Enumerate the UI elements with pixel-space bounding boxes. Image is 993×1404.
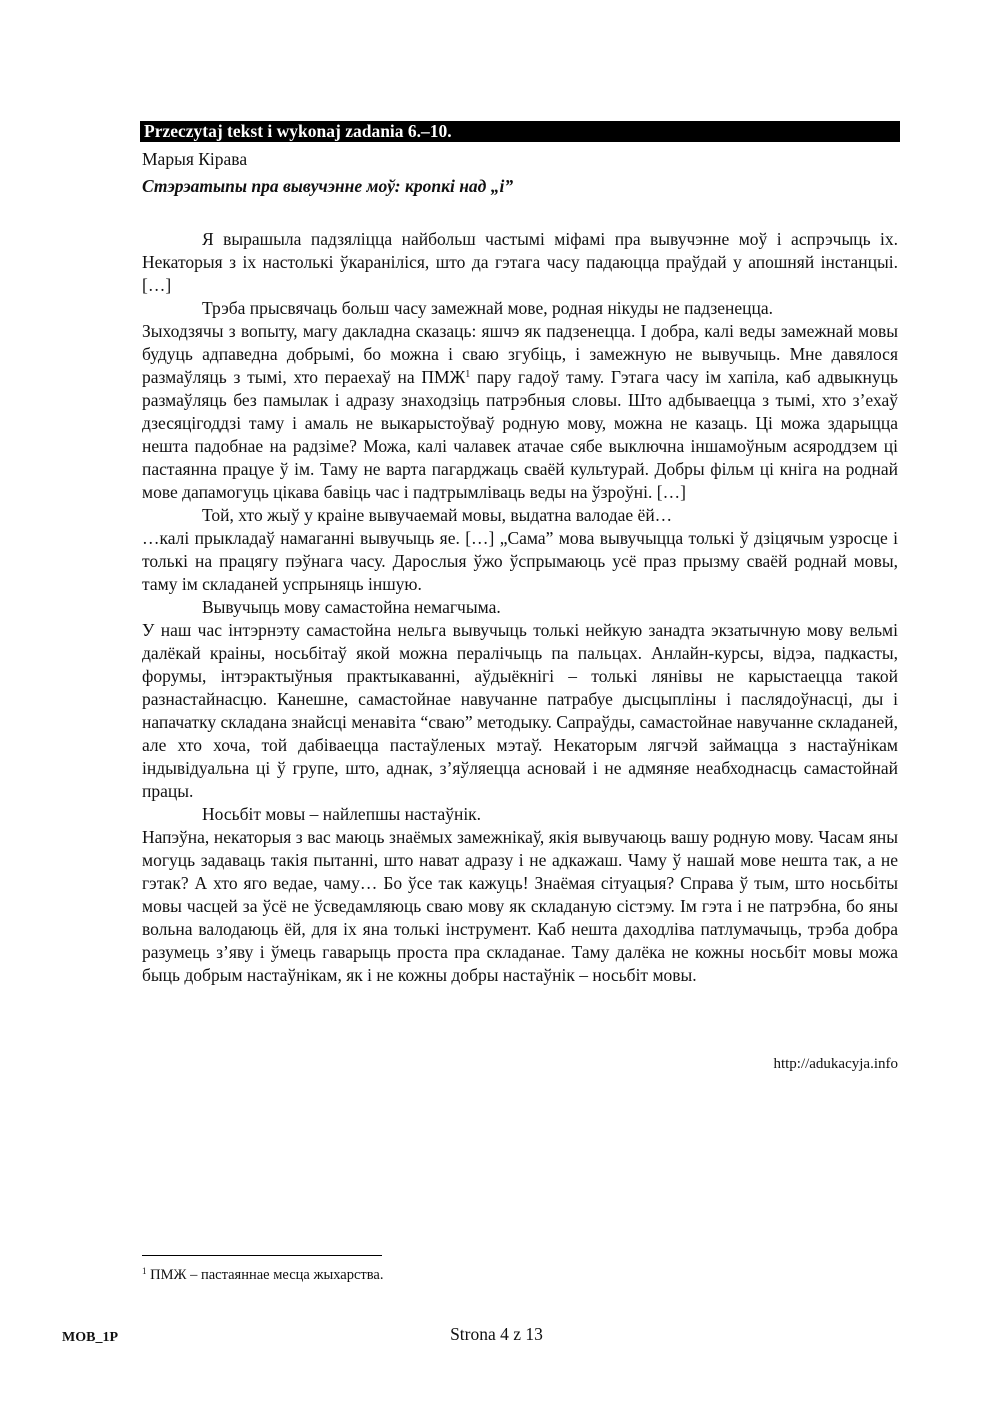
exam-code: MOB_1P xyxy=(62,1330,118,1345)
paragraph: …калі прыкладаў намаганні вывучыць яе. […] „Сама” мова вывучыцца толькі ў дзіцячым узросце і толькі на працягу пэўнага часу. Дарослыя ўжо ўспрымаюць усё праз прызму сваёй роднай мовы, таму ім складаней успрыняць іншую. xyxy=(142,528,898,594)
section-heading: Вывучыць мову самастойна немагчыма. xyxy=(202,597,501,617)
instruction-bar: Przeczytaj tekst i wykonaj zadania 6.–10. xyxy=(140,121,900,142)
author-name: Марыя Кірава xyxy=(142,149,248,169)
paragraph: Зыходзячы з вопыту, магу дакладна сказаць: яшчэ як падзенецца. І добра, калі веды замежнай мовы будуць адпаведна добрымі, бо можна і сваю згубіць, і замежную не вывучыць. Мне давялося размаўляць з тымі, хто пераехаў на ПМЖ$^1$ пару гадоў таму. Гэтага часу ім хапіла, каб адвыкнуць размаўляць без памылак і адразу знаходзіць патрэбныя словы. Што адбываецца з тымі, хто з’ехаў дзесяцігоддзі таму і амаль не выкарыстоўваў родную мову, можна не казаць. Ці можа здарыцца нешта падобнае на радзіме? Можа, калі чалавек атачае сябе выключна іншамоўным асяроддзем ці пастаянна працуе ў ім. Таму не варта пагарджаць сваёй культурай. Добры фільм ці кніга на роднай мове дапамогуць цікава бавіць час і падтрымліваць веды на ўзроўні. […] xyxy=(142,321,898,502)
source-url: http://adukacyja.info xyxy=(773,1056,898,1072)
section-heading: Носьбіт мовы – найлепшы настаўнік. xyxy=(202,804,482,824)
page-number: Strona 4 z 13 xyxy=(450,1324,543,1344)
footnote-divider xyxy=(142,1255,382,1256)
article-title: Стэрэатыпы пра вывучэнне моў: кропкі над „і” xyxy=(142,176,514,196)
section-heading: Трэба прысвячаць больш часу замежнай мове, родная нікуды не падзенецца. xyxy=(202,298,774,318)
section-heading: Той, хто жыў у краіне вывучаемай мовы, выдатна валодае ёй… xyxy=(202,505,673,525)
paragraph: Напэўна, некаторыя з вас маюць знаёмых замежнікаў, якія вывучаюць вашу родную мову. Часам яны могуць задаваць такія пытанні, што нават адразу і не адкажаш. Чаму ў нашай мове нешта так, а не гэтак? А хто яго ведае, чаму… Бо ўсе так кажуць! Знаёмая сітуацыя? Справа ў тым, што носьбіты мовы часцей за ўсё не ўсведамляюць сваю мову як складаную сістэму. Ім гэта і не патрэбна, бо яны вольна валодаюць ёй, для іх яна толькі інструмент. Каб нешта даходліва патлумачыць, трэба добра разумець з’яву і ўмець гаварыць проста пра складанае. Таму далёка не кожны носьбіт мовы можа быць добрым настаўнікам, як і не кожны добры настаўнік – носьбіт мовы. xyxy=(142,827,898,985)
article-body xyxy=(142,228,898,987)
paragraph: У наш час інтэрнэту самастойна нельга вывучыць толькі нейкую занадта экзатычную мову вельмі далёкай краіны, носьбітаў якой можна пералічыць па пальцах. Анлайн-курсы, відэа, падкасты, форумы, інтэрактыўныя практыкаванні, аўдыёкнігі – толькі лянівы не карыстаецца такой разнастайнасцю. Канешне, самастойнае навучанне патрабуе дысцыпліны і паслядоўнасці, ды і напачатку складана знайсці менавіта “сваю” методыку. Сапраўды, самастойнае навучанне складаней, але хто хоча, той дабіваецца пастаўленых мэтаў. Некаторым лягчэй займацца з настаўнікам індывідуальна ці ў групе, што, аднак, з’яўляецца асновай і не адмяняе неабходнасць самастойнай працы. xyxy=(142,620,898,801)
footnote: $^1$ ПМЖ – пастаяннае месца жыхарства. xyxy=(142,1266,384,1283)
paragraph: Я вырашыла падзяліцца найбольш частымі міфамі пра вывучэнне моў і аспрэчыць іх. Некаторыя з іх настолькі ўкараніліся, што да гэтага часу падаюцца праўдай у апошняй інстанцыі. […] xyxy=(142,229,898,295)
footnote-ref: 1 xyxy=(465,369,471,380)
